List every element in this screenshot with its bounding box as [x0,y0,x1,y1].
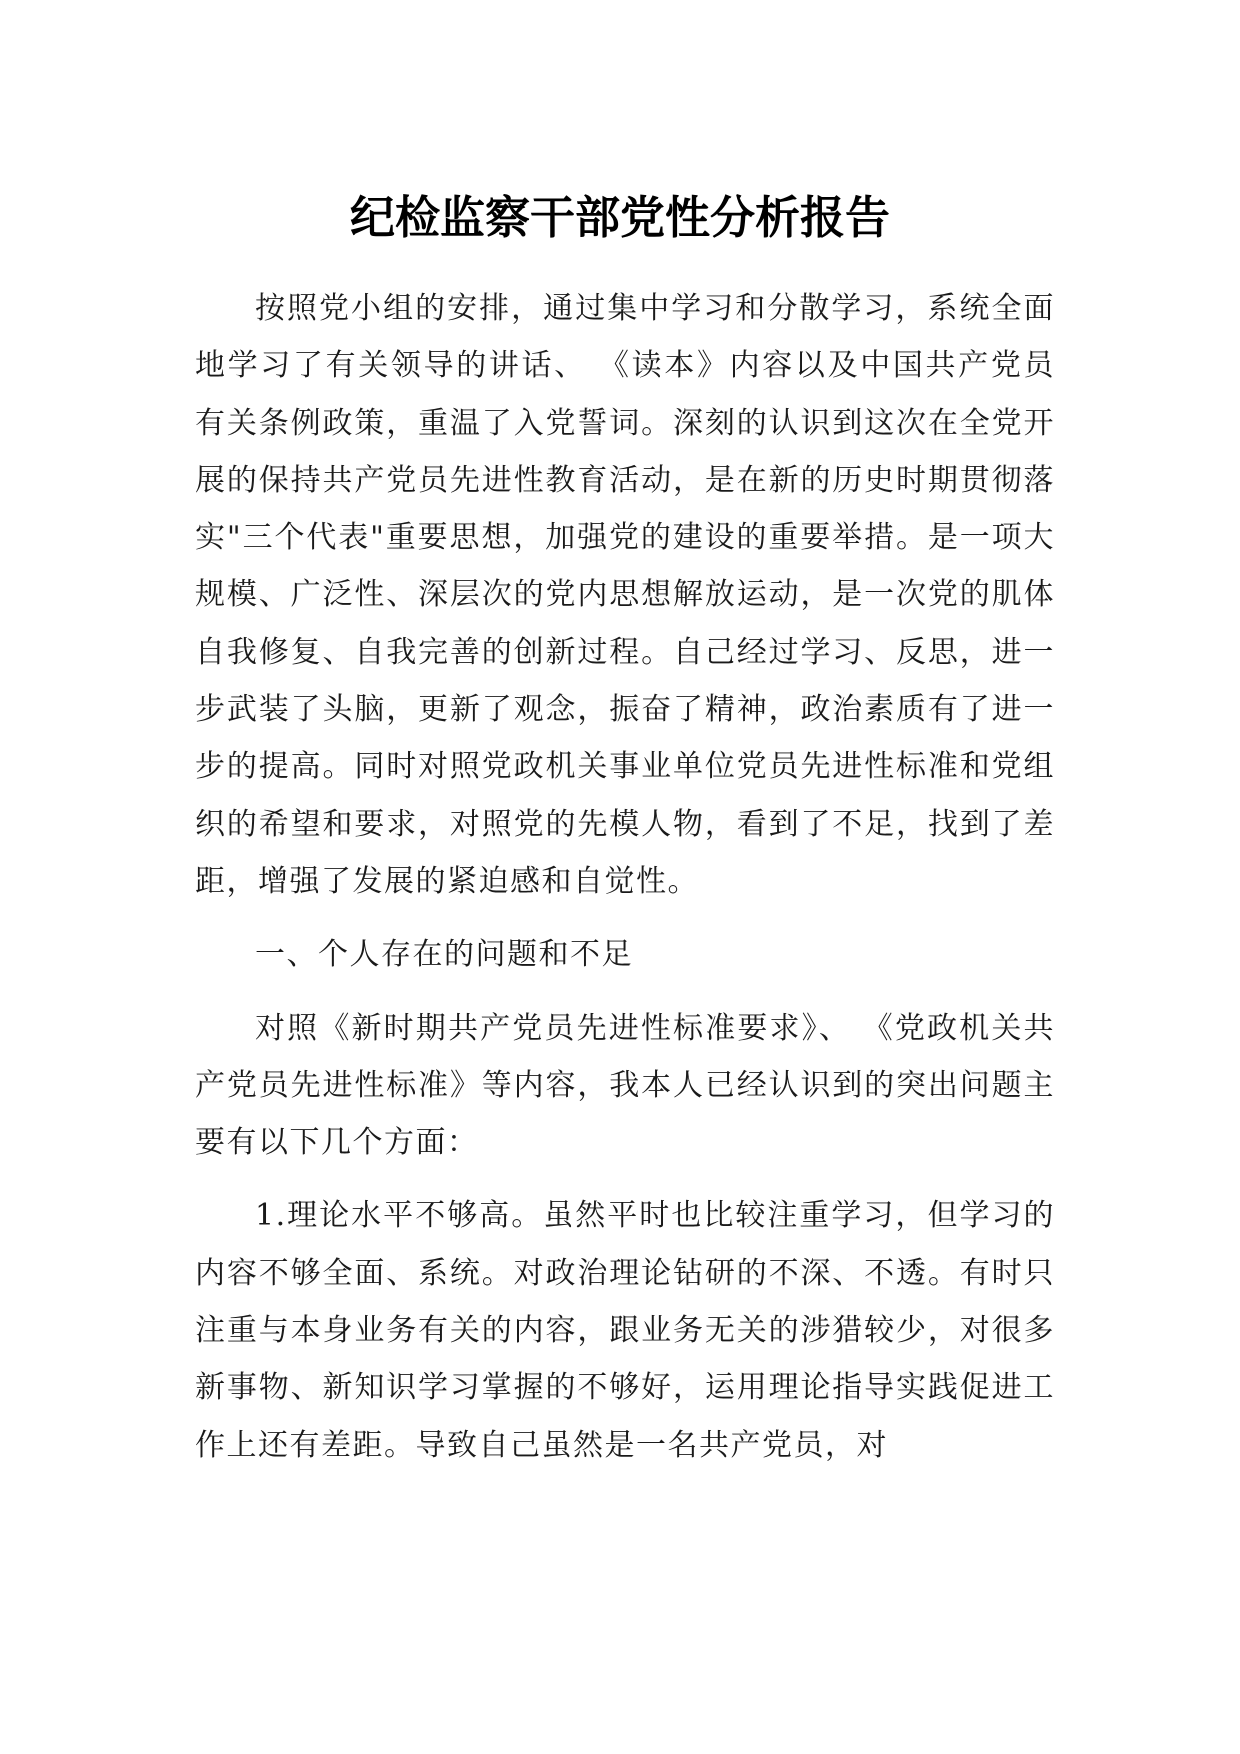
paragraph-intro: 按照党小组的安排，通过集中学习和分散学习，系统全面地学习了有关领导的讲话、 《读本》内容以及中国共产党员有关条例政策，重温了入党誓词。深刻的认识到这次在全党开展的保持共产党员先进性教育活动，是在新的历史时期贯彻落实"三个代表"重要思想，加强党的建设的重要举措。是一项大规模、广泛性、深层次的党内思想解放运动，是一次党的肌体自我修复、自我完善的创新过程。自己经过学习、反思，进一步武装了头脑，更新了观念，振奋了精神，政治素质有了进一步的提高。同时对照党政机关事业单位党员先进性标准和党组织的希望和要求，对照党的先模人物，看到了不足，找到了差距，增强了发展的紧迫感和自觉性。 [195,291,1055,899]
section-heading-problems: 一、个人存在的问题和不足 [255,937,633,973]
paragraph-problems-overview: 对照《新时期共产党员先进性标准要求》、 《党政机关共产党员先进性标准》等内容，我本人已经认识到的突出问题主要有以下几个方面： [195,1010,1055,1161]
paragraph-theory-level: 1.理论水平不够高。虽然平时也比较注重学习，但学习的内容不够全面、系统。对政治理论钻研的不深、不透。有时只注重与本身业务有关的内容，跟业务无关的涉猎较少，对很多新事物、新知识学习掌握的不够好，运用理论指导实践促进工作上还有差距。导致自己虽然是一名共产党员，对 [195,1198,1055,1463]
document-body [195,280,1055,1474]
document-title: 纪检监察干部党性分析报告 [349,191,890,244]
